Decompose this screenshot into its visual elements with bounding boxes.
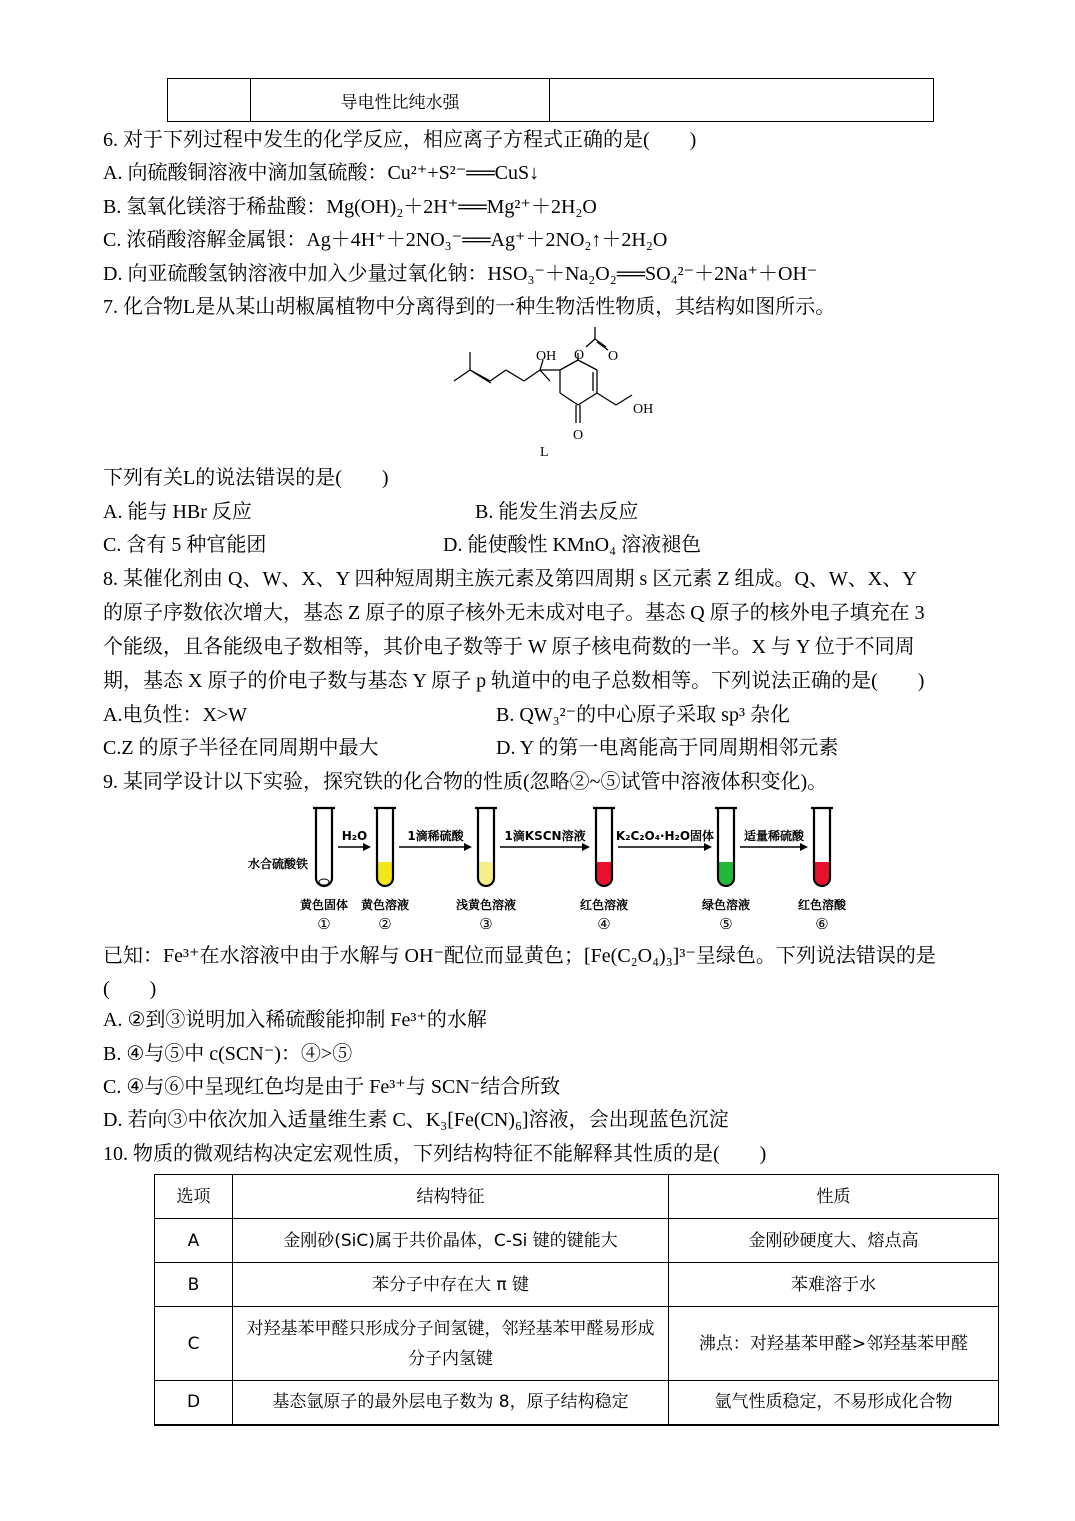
table-row bbox=[155, 1263, 999, 1307]
q6-option-b: B. 氢氧化镁溶于稀盐酸：Mg(OH)₂＋2H⁺══Mg²⁺＋2H₂O bbox=[103, 196, 597, 218]
q6-option-d: D. 向亚硫酸氢钠溶液中加入少量过氧化钠：HSO₃⁻＋Na₂O₂══SO₄²⁻＋2Na⁺＋OH⁻ bbox=[103, 263, 818, 285]
tube-solution bbox=[815, 862, 829, 885]
q6-option-a: A. 向硫酸铜溶液中滴加氢硫酸：Cu²⁺+S²⁻══CuS↓ bbox=[103, 162, 540, 184]
tube-label: 红色溶液 bbox=[579, 898, 629, 912]
arrow-reagent-label: 1滴稀硫酸 bbox=[407, 829, 464, 843]
q7-option-c: C. 含有 5 种官能团 bbox=[103, 534, 267, 556]
q9-option-c: C. ④与⑥中呈现红色均是由于 Fe³⁺与 SCN⁻结合所致 bbox=[103, 1076, 561, 1098]
q10-stem: 10. 物质的微观结构决定宏观性质，下列结构特征不能解释其性质的是( ) bbox=[103, 1143, 767, 1165]
arrow-reagent-label: 适量稀硫酸 bbox=[743, 829, 805, 843]
q7-option-b: B. 能发生消去反应 bbox=[475, 501, 639, 523]
q7-option-a: A. 能与 HBr 反应 bbox=[103, 501, 252, 523]
tube-outline bbox=[316, 808, 332, 886]
struct-o-label: O bbox=[574, 348, 585, 363]
tube-number: ① bbox=[317, 917, 331, 933]
compound-L-structure bbox=[440, 325, 680, 465]
tube-label: 红色溶酸 bbox=[797, 898, 847, 912]
table-cell: 基态氩原子的最外层电子数为 8，原子结构稳定 bbox=[233, 1381, 669, 1425]
table-cell bbox=[550, 79, 934, 122]
table-cell: A bbox=[155, 1219, 233, 1263]
q6-option-c: C. 浓硝酸溶解金属银：Ag＋4H⁺＋2NO₃⁻══Ag⁺＋2NO₂↑＋2H₂O bbox=[103, 229, 668, 251]
start-material-label: 水合硫酸铁 bbox=[248, 857, 309, 871]
arrow-reagent-label: K₂C₂O₄·H₂O固体 bbox=[615, 829, 715, 843]
table-cell: 金刚砂(SiC)属于共价晶体，C-Si 键的键能大 bbox=[233, 1219, 669, 1263]
q7-stem: 7. 化合物L是从某山胡椒属植物中分离得到的一种生物活性物质，其结构如图所示。 bbox=[103, 296, 836, 318]
table-row bbox=[155, 1307, 999, 1381]
table-header: 选项 bbox=[155, 1175, 233, 1219]
arrow-reagent-label: 1滴KSCN溶液 bbox=[504, 829, 586, 843]
struct-oh-label: OH bbox=[633, 402, 654, 417]
struct-compound-label: L bbox=[540, 445, 549, 460]
q8-option-d: D. Y 的第一电离能高于同周期相邻元素 bbox=[496, 737, 839, 759]
tube-solution bbox=[378, 862, 392, 885]
test-tube bbox=[798, 808, 847, 933]
tube-label: 黄色溶液 bbox=[360, 898, 410, 912]
q9-option-d: D. 若向③中依次加入适量维生素 C、K₃[Fe(CN)₆]溶液，会出现蓝色沉淀 bbox=[103, 1109, 729, 1131]
table-row bbox=[168, 79, 934, 122]
reaction-arrow bbox=[399, 828, 472, 851]
arrow-head bbox=[582, 843, 590, 851]
experiment-diagram bbox=[240, 800, 880, 935]
table-cell: 氩气性质稳定，不易形成化合物 bbox=[669, 1381, 999, 1425]
reaction-arrow bbox=[500, 828, 590, 851]
tube-label: 浅黄色溶液 bbox=[455, 898, 517, 912]
table-cell: D bbox=[155, 1381, 233, 1425]
tube-label: 黄色固体 bbox=[299, 898, 349, 912]
arrow-reagent-label: H₂O bbox=[341, 829, 368, 843]
table-header: 结构特征 bbox=[233, 1175, 669, 1219]
q9-known-line1: 已知：Fe³⁺在水溶液中由于水解与 OH⁻配位而显黄色；[Fe(C₂O₄)₃]³⁻呈绿色。下列说法错误的是 bbox=[103, 945, 936, 967]
tube-number: ⑥ bbox=[815, 917, 829, 933]
struct-o-label: O bbox=[608, 349, 619, 364]
table-cell: 苯难溶于水 bbox=[669, 1263, 999, 1307]
q9-option-a: A. ②到③说明加入稀硫酸能抑制 Fe³⁺的水解 bbox=[103, 1009, 487, 1031]
table-cell: B bbox=[155, 1263, 233, 1307]
top-table-fragment bbox=[167, 78, 934, 122]
tube-solution bbox=[597, 862, 611, 885]
q8-option-c: C.Z 的原子半径在同周期中最大 bbox=[103, 737, 379, 759]
q8-stem-line4: 期，基态 X 原子的价电子数与基态 Y 原子 p 轨道中的电子总数相等。下列说法正确的是( ) bbox=[103, 670, 925, 692]
q7-question: 下列有关L的说法错误的是( ) bbox=[103, 467, 389, 489]
table-cell: 金刚砂硬度大、熔点高 bbox=[669, 1219, 999, 1263]
q9-known-line2: ( ) bbox=[103, 978, 157, 1000]
table-cell: 导电性比纯水强 bbox=[251, 79, 550, 122]
table-header: 性质 bbox=[669, 1175, 999, 1219]
q8-option-b: B. QW₃²⁻的中心原子采取 sp³ 杂化 bbox=[496, 704, 790, 726]
arrow-head bbox=[800, 843, 808, 851]
test-tube bbox=[456, 808, 516, 933]
reaction-arrow bbox=[616, 828, 714, 851]
q8-stem-line2: 的原子序数依次增大，基态 Z 原子的原子核外无未成对电子。基态 Q 原子的核外电子填充在 3 bbox=[103, 602, 925, 624]
reaction-arrow bbox=[740, 828, 808, 851]
tube-number: ② bbox=[378, 917, 392, 933]
table-cell: C bbox=[155, 1307, 233, 1381]
struct-o-label: O bbox=[573, 428, 584, 443]
q7-option-d: D. 能使酸性 KMnO₄ 溶液褪色 bbox=[443, 534, 702, 556]
tube-number: ③ bbox=[479, 917, 493, 933]
reaction-arrow bbox=[338, 829, 371, 851]
test-tube bbox=[361, 808, 409, 933]
table-cell: 对羟基苯甲醛只形成分子间氢键，邻羟基苯甲醛易形成分子内氢键 bbox=[233, 1307, 669, 1381]
tube-number: ⑤ bbox=[719, 917, 733, 933]
q8-option-a: A.电负性：X>W bbox=[103, 704, 248, 726]
arrow-head bbox=[363, 843, 371, 851]
table-cell: 苯分子中存在大 π 键 bbox=[233, 1263, 669, 1307]
tube-solution bbox=[719, 862, 733, 885]
table-row bbox=[155, 1381, 999, 1425]
test-tube bbox=[580, 808, 628, 933]
arrow-head bbox=[464, 843, 472, 851]
table-cell bbox=[168, 79, 251, 122]
table-row bbox=[155, 1219, 999, 1263]
table-header-row bbox=[155, 1175, 999, 1219]
q8-stem-line1: 8. 某催化剂由 Q、W、X、Y 四种短周期主族元素及第四周期 s 区元素 Z 组成。Q、W、X、Y bbox=[103, 568, 917, 590]
q6-stem: 6. 对于下列过程中发生的化学反应，相应离子方程式正确的是( ) bbox=[103, 129, 697, 151]
tube-label: 绿色溶液 bbox=[701, 898, 751, 912]
q10-table bbox=[154, 1174, 999, 1426]
q9-stem: 9. 某同学设计以下实验，探究铁的化合物的性质(忽略②~⑤试管中溶液体积变化)。 bbox=[103, 771, 828, 793]
table-cell: 沸点：对羟基苯甲醛>邻羟基苯甲醛 bbox=[669, 1307, 999, 1381]
q8-stem-line3: 个能级，且各能级电子数相等，其价电子数等于 W 原子核电荷数的一半。X 与 Y 位于不同周 bbox=[103, 636, 915, 658]
q9-option-b: B. ④与⑤中 c(SCN⁻)：④>⑤ bbox=[103, 1043, 353, 1065]
arrow-head bbox=[704, 843, 712, 851]
struct-oh-label: OH bbox=[536, 349, 557, 364]
test-tube bbox=[702, 808, 750, 933]
tube-number: ④ bbox=[597, 917, 611, 933]
tube-solution bbox=[479, 862, 493, 885]
